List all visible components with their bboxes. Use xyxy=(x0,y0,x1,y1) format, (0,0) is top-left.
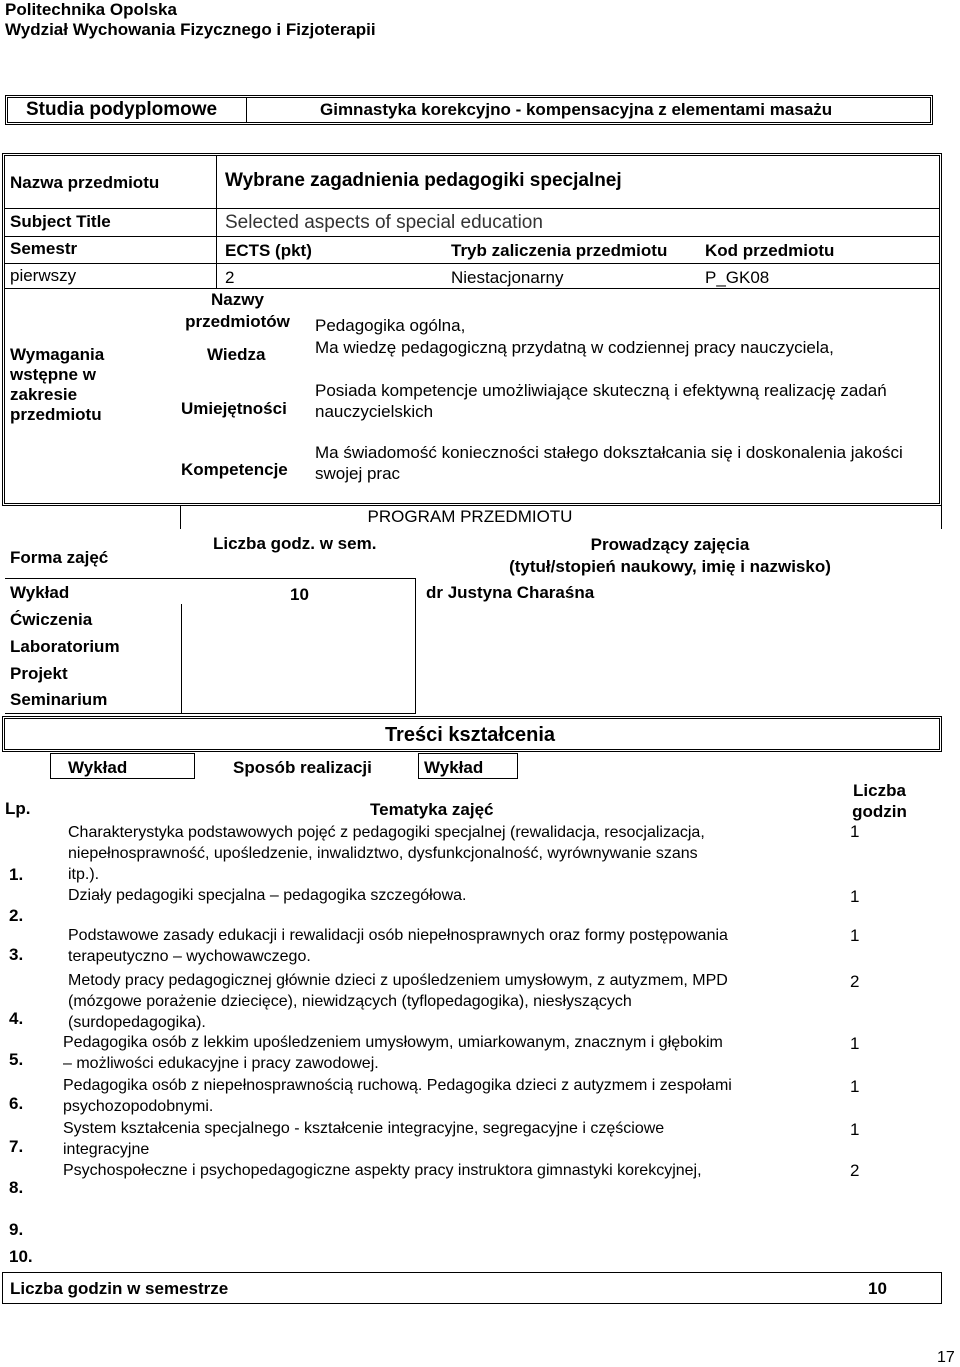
prowadzacy-label: Prowadzący zajęcia (tytuł/stopień naukowy, imię i nazwisko) xyxy=(509,535,831,576)
topic-5-hours: 1 xyxy=(850,1034,860,1053)
total-label: Liczba godzin w semestrze xyxy=(10,1279,229,1298)
semestr-value: pierwszy xyxy=(10,266,77,285)
topic-1: Charakterystyka podstawowych pojęć z pedagogiki specjalnej (rewalidacja, resocjalizacja, niepełnosprawność, upośledzenie, inwalidztwo, dysfunkcjonalność, wyrównywanie szans itp.). xyxy=(68,824,705,883)
forma-zajec-label: Forma zajęć xyxy=(10,548,109,567)
topic-5: Pedagogika osób z lekkim upośledzeniem umysłowym, umiarkowanym, znacznym i głębokim – możliwości edukacyjne i pracy zawodowej. xyxy=(63,1034,723,1072)
liczba-godzin-header: Liczba godzin xyxy=(852,781,907,821)
row-number: 8. xyxy=(9,1178,24,1197)
banner-program-name: Gimnastyka korekcyjno - kompensacyjna z elementami masażu xyxy=(320,100,833,119)
sposob-realizacji-value: Wykład xyxy=(424,758,484,777)
hours-row-wyklad: 10 xyxy=(290,585,309,604)
lp-label: Lp. xyxy=(5,799,31,818)
wiedza-label: Wiedza xyxy=(207,345,266,364)
forma-row-laboratorium: Laboratorium xyxy=(10,637,120,656)
kompetencje-label: Kompetencje xyxy=(181,460,288,479)
requirements-label: Wymagania wstępne w zakresie przedmiotu xyxy=(10,345,105,424)
subject-name-label: Nazwa przedmiotu xyxy=(10,173,160,192)
liczba-godzin-label: Liczba godz. w sem. xyxy=(213,534,377,553)
tresci-title: Treści kształcenia xyxy=(384,724,556,746)
subject-name-value: Wybrane zagadnienia pedagogiki specjalnej xyxy=(225,170,622,191)
topic-3: Podstawowe zasady edukacji i rewalidacji osób niepełnosprawnych oraz formy postępowania terapeutyczno – wychowawczego. xyxy=(68,927,728,965)
tematyka-label: Tematyka zajęć xyxy=(370,800,494,819)
row-number: 2. xyxy=(9,906,24,925)
topic-7: System kształcenia specjalnego - kształcenie integracyjne, segregacyjne i częściowe integracyjne xyxy=(63,1120,665,1158)
tryb-value: Niestacjonarny xyxy=(451,268,564,287)
total-value: 10 xyxy=(868,1279,887,1298)
program-title: PROGRAM PRZEDMIOTU xyxy=(367,507,573,526)
topic-4: Metody pracy pedagogicznej głównie dzieci z upośledzeniem umysłowym, z autyzmem, MPD (mózgowe porażenie dziecięce), niewidzących (tyflopedagogika), niesłyszących (surdopedagogika). xyxy=(68,972,728,1031)
topic-4-hours: 2 xyxy=(850,972,860,991)
forma-row-wyklad: Wykład xyxy=(10,583,70,602)
page-number: 17 xyxy=(937,1349,955,1366)
ects-label: ECTS (pkt) xyxy=(225,241,312,260)
forma-row-cwiczenia: Ćwiczenia xyxy=(10,610,93,629)
faculty-name: Wydział Wychowania Fizycznego i Fizjoterapii xyxy=(5,20,376,39)
topic-7-hours: 1 xyxy=(850,1120,860,1139)
row-number: 1. xyxy=(9,865,24,884)
tryb-label: Tryb zaliczenia przedmiotu xyxy=(451,241,668,260)
nazwy-przedmiotow-value: Pedagogika ogólna, xyxy=(315,316,466,335)
row-number: 6. xyxy=(9,1094,24,1113)
row-number: 3. xyxy=(9,945,24,964)
umiejetnosci-value: Posiada kompetencje umożliwiające skuteczną i efektywną realizację zadań nauczycielskich xyxy=(315,381,887,421)
topic-2-hours: 1 xyxy=(850,887,860,906)
tresci-wyklad-label: Wykład xyxy=(68,758,128,777)
umiejetnosci-label: Umiejętności xyxy=(181,399,287,418)
row-number: 7. xyxy=(9,1137,24,1156)
kod-label: Kod przedmiotu xyxy=(705,241,835,260)
row-number: 10. xyxy=(9,1247,33,1266)
university-name: Politechnika Opolska xyxy=(5,0,177,19)
kompetencje-value: Ma świadomość konieczności stałego dokształcania się i doskonalenia jakości swojej prac xyxy=(315,443,903,483)
topic-2: Działy pedagogiki specjalna – pedagogika szczegółowa. xyxy=(68,887,467,904)
forma-row-projekt: Projekt xyxy=(10,664,68,683)
topic-3-hours: 1 xyxy=(850,926,860,945)
wiedza-value: Ma wiedzę pedagogiczną przydatną w codziennej pracy nauczyciela, xyxy=(315,338,834,357)
ects-value: 2 xyxy=(225,268,235,287)
forma-row-seminarium: Seminarium xyxy=(10,690,108,709)
topic-8-hours: 2 xyxy=(850,1161,860,1180)
topic-6-hours: 1 xyxy=(850,1077,860,1096)
teacher-row-wyklad: dr Justyna Charaśna xyxy=(426,583,595,602)
subject-title-value: Selected aspects of special education xyxy=(225,212,543,233)
subject-title-label: Subject Title xyxy=(10,212,111,231)
row-number: 5. xyxy=(9,1050,24,1069)
banner-studies-type: Studia podyplomowe xyxy=(26,99,218,120)
topic-1-hours: 1 xyxy=(850,822,860,841)
sposob-realizacji-label: Sposób realizacji xyxy=(233,758,372,777)
row-number: 4. xyxy=(9,1009,24,1028)
nazwy-przedmiotow-label: Nazwy przedmiotów xyxy=(185,290,290,331)
topic-8: Psychospołeczne i psychopedagogiczne aspekty pracy instruktora gimnastyki korekcyjnej, xyxy=(63,1162,702,1179)
semestr-label: Semestr xyxy=(10,239,78,258)
kod-value: P_GK08 xyxy=(705,268,770,287)
row-number: 9. xyxy=(9,1220,24,1239)
topic-6: Pedagogika osób z niepełnosprawnością ruchową. Pedagogika dzieci z autyzmem i zespołami psychozopodobnymi. xyxy=(63,1077,732,1115)
